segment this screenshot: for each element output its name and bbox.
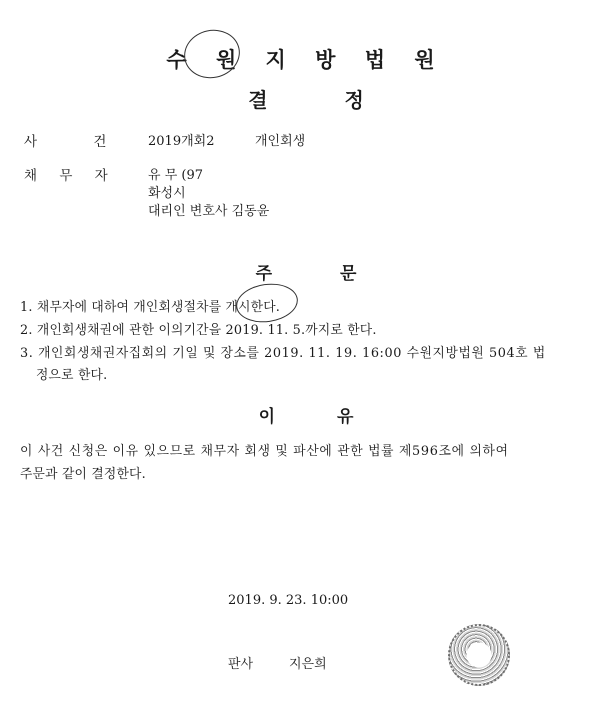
- reason-line: 이 사건 신청은 이유 있으므로 채무자 회생 및 파산에 관한 법률 제596조에 의하여: [20, 444, 509, 459]
- reason-heading: 이 유: [258, 407, 354, 427]
- debtor-label: 채 무 자: [24, 168, 108, 184]
- case-number: 2019개회2: [148, 134, 215, 149]
- order-item: 정으로 한다.: [36, 368, 108, 383]
- handwritten-circle: [180, 25, 245, 84]
- decision-date: 2019. 9. 23. 10:00: [228, 593, 349, 608]
- debtor-address: 화성시: [148, 186, 186, 201]
- judge-name: 지은희: [289, 657, 327, 672]
- case-label: 사 건: [24, 134, 107, 150]
- court-name: 수 원 지 방 법 원: [166, 48, 446, 72]
- order-item: 1. 채무자에 대하여 개인회생절차를 개시한다.: [20, 300, 281, 315]
- order-heading: 주 문: [255, 264, 357, 284]
- document-title: 결 정: [248, 88, 364, 112]
- debtor-name: 유 무 (97: [148, 168, 203, 183]
- debtor-agent: 대리인 변호사 김동윤: [148, 204, 270, 219]
- reason-line: 주문과 같이 결정한다.: [20, 467, 146, 482]
- case-type: 개인회생: [255, 134, 306, 149]
- court-seal-icon: [448, 624, 510, 686]
- order-item: 2. 개인회생채권에 관한 이의기간을 2019. 11. 5.까지로 한다.: [20, 323, 377, 338]
- judge-label: 판사: [228, 657, 254, 672]
- order-item: 3. 개인회생채권자집회의 기일 및 장소를 2019. 11. 19. 16:00 수원지방법원 504호 법: [20, 346, 546, 361]
